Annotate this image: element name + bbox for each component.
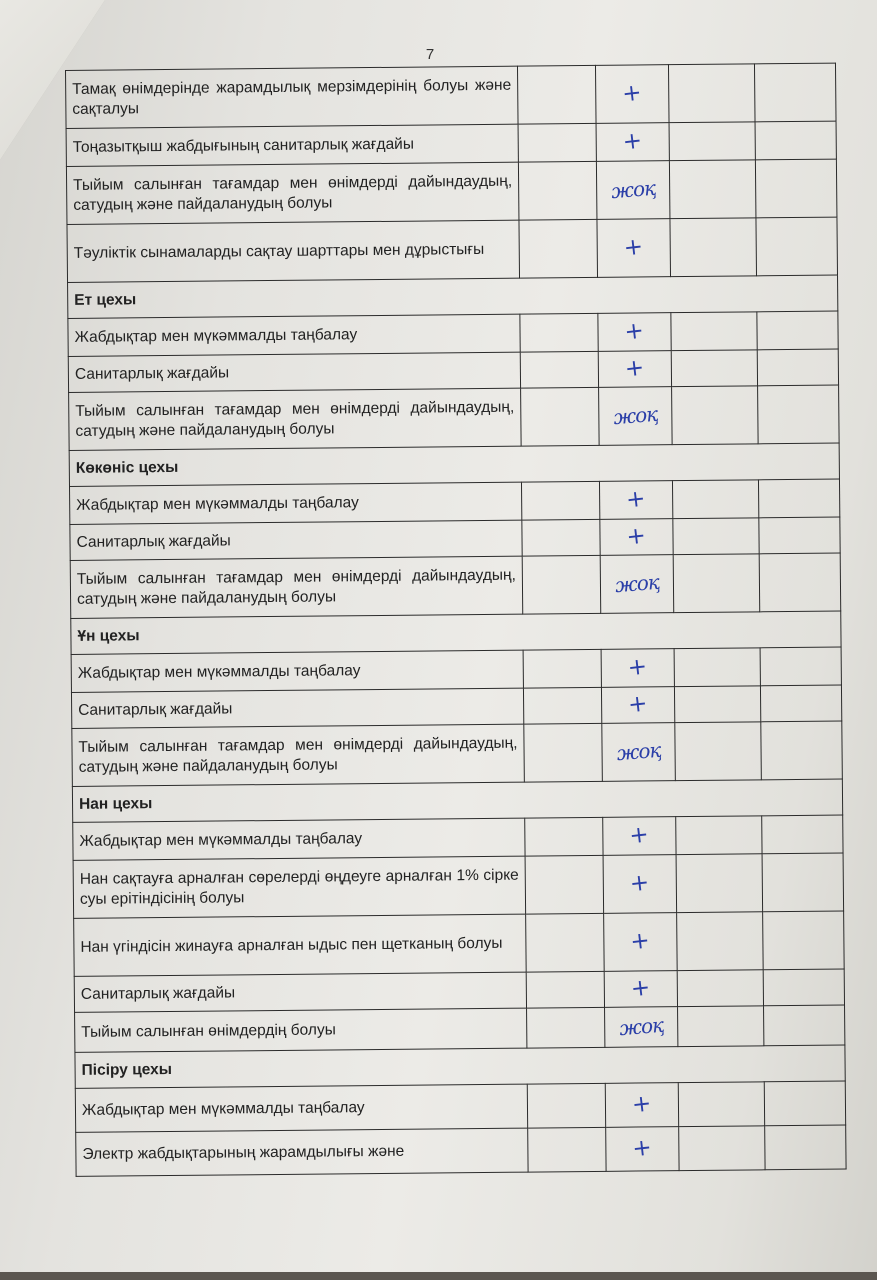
- handwritten-mark: +: [629, 926, 652, 956]
- empty-cell: [755, 159, 837, 218]
- checklist-item-label: Электр жабдықтарының жарамдылығы және: [76, 1128, 528, 1176]
- handwritten-mark: жоқ: [618, 1012, 665, 1040]
- empty-cell: [524, 723, 603, 782]
- empty-cell: [525, 817, 603, 856]
- checklist-item-label: Тыйым салынған тағамдар мен өнімдерді дайындаудың, сатудың және пайдаланудың болуы: [70, 556, 523, 618]
- empty-cell: [764, 1005, 845, 1046]
- checklist-item-label: Жабдықтар мен мүкәммалды таңбалау: [69, 482, 521, 524]
- empty-cell: [756, 217, 838, 276]
- checklist-item-label: Жабдықтар мен мүкәммалды таңбалау: [73, 818, 525, 860]
- empty-cell: [765, 1125, 846, 1170]
- handwritten-mark: +: [622, 233, 645, 262]
- handwritten-mark-cell: [596, 161, 670, 220]
- handwritten-mark-cell: [604, 971, 677, 1008]
- empty-cell: [523, 649, 601, 688]
- checklist-item-label: Тыйым салынған өнімдердің болуы: [75, 1008, 527, 1052]
- handwritten-mark: +: [625, 484, 648, 514]
- empty-cell: [678, 1082, 764, 1127]
- checklist-item-label: Жабдықтар мен мүкәммалды таңбалау: [71, 650, 523, 692]
- desk-edge: [0, 1272, 877, 1280]
- handwritten-mark: +: [629, 973, 652, 1003]
- handwritten-mark-cell: [598, 313, 671, 352]
- handwritten-mark-cell: [605, 1007, 678, 1048]
- empty-cell: [521, 481, 599, 520]
- empty-cell: [671, 350, 757, 387]
- empty-cell: [763, 969, 844, 1006]
- empty-cell: [764, 1081, 845, 1126]
- checklist-row: [74, 911, 845, 976]
- empty-cell: [522, 519, 600, 556]
- checklist-row: [72, 721, 843, 786]
- section-title: Пісіру цехы: [75, 1045, 845, 1088]
- empty-cell: [755, 121, 836, 160]
- empty-cell: [671, 312, 757, 351]
- checklist-row: [66, 63, 837, 128]
- empty-cell: [523, 687, 601, 724]
- empty-cell: [759, 553, 841, 612]
- handwritten-mark: +: [626, 652, 649, 682]
- handwritten-mark: жоқ: [615, 737, 662, 765]
- handwritten-mark-cell: [603, 817, 676, 856]
- empty-cell: [762, 815, 843, 854]
- handwritten-mark-cell: [604, 913, 678, 972]
- empty-cell: [668, 64, 755, 123]
- empty-cell: [760, 685, 841, 722]
- empty-cell: [758, 479, 839, 518]
- checklist-item-label: Жабдықтар мен мүкәммалды таңбалау: [75, 1084, 527, 1132]
- handwritten-mark-cell: [596, 123, 669, 162]
- handwritten-mark: +: [631, 1133, 654, 1162]
- handwritten-mark-cell: [605, 1083, 678, 1128]
- section-title: Ет цехы: [68, 275, 838, 318]
- handwritten-mark: +: [621, 79, 644, 108]
- checklist-row: [69, 385, 840, 450]
- checklist-item-label: Тоңазытқыш жабдығының санитарлық жағдайы: [66, 124, 518, 166]
- checklist-row: [75, 1081, 845, 1132]
- empty-cell: [675, 722, 762, 781]
- handwritten-mark: +: [623, 353, 646, 383]
- empty-cell: [759, 517, 840, 554]
- empty-cell: [672, 480, 758, 519]
- empty-cell: [677, 912, 764, 971]
- empty-cell: [669, 160, 756, 219]
- empty-cell: [518, 123, 596, 162]
- checklist-item-label: Жабдықтар мен мүкәммалды таңбалау: [68, 314, 520, 356]
- empty-cell: [673, 518, 759, 555]
- handwritten-mark-cell: [602, 723, 676, 782]
- checklist-table: [65, 63, 847, 1177]
- empty-cell: [757, 311, 838, 350]
- page-number: 7: [425, 46, 435, 63]
- empty-cell: [520, 351, 598, 388]
- empty-cell: [527, 1007, 605, 1048]
- checklist-item-label: Санитарлық жағдайы: [74, 972, 526, 1012]
- checklist-item-label: Тәуліктік сынамаларды сақтау шарттары мен дұрыстығы: [67, 220, 520, 282]
- empty-cell: [670, 218, 757, 277]
- handwritten-mark-cell: [601, 649, 674, 688]
- empty-cell: [526, 913, 605, 972]
- checklist-row: [66, 159, 837, 224]
- handwritten-mark: +: [621, 127, 644, 156]
- section-title: Ұн цехы: [71, 611, 841, 654]
- empty-cell: [522, 555, 601, 614]
- empty-cell: [674, 686, 760, 723]
- handwritten-mark: +: [625, 521, 648, 551]
- empty-cell: [676, 854, 763, 913]
- handwritten-mark-cell: [603, 855, 677, 914]
- handwritten-mark-cell: [599, 387, 673, 446]
- empty-cell: [525, 855, 604, 914]
- section-title: Нан цехы: [72, 779, 842, 822]
- empty-cell: [526, 971, 604, 1008]
- checklist-row: [67, 217, 838, 282]
- checklist-item-label: Санитарлық жағдайы: [68, 352, 520, 392]
- handwritten-mark-cell: [598, 351, 671, 388]
- handwritten-mark-cell: [599, 481, 672, 520]
- empty-cell: [678, 1006, 764, 1047]
- empty-cell: [674, 648, 760, 687]
- handwritten-mark-cell: [595, 65, 669, 124]
- empty-cell: [518, 161, 597, 220]
- empty-cell: [528, 1127, 606, 1172]
- empty-cell: [758, 385, 840, 444]
- empty-cell: [761, 721, 843, 780]
- checklist-item-label: Тыйым салынған тағамдар мен өнімдерді дайындаудың, сатудың және пайдаланудың болуы: [66, 162, 519, 224]
- empty-cell: [520, 313, 598, 352]
- empty-cell: [762, 853, 844, 912]
- empty-cell: [677, 970, 763, 1007]
- checklist-item-label: Тамақ өнімдерінде жарамдылық мерзімдерінің болуы және сақталуы: [66, 66, 519, 128]
- checklist-item-label: Тыйым салынған тағамдар мен өнімдерді дайындаудың, сатудың және пайдаланудың болуы: [69, 388, 522, 450]
- empty-cell: [527, 1083, 605, 1128]
- checklist-row: [73, 853, 844, 918]
- handwritten-mark-cell: [600, 519, 673, 556]
- handwritten-mark-cell: [597, 219, 671, 278]
- section-title: Көкөніс цехы: [69, 443, 839, 486]
- handwritten-mark: +: [630, 1089, 654, 1118]
- checklist-row: [76, 1125, 846, 1176]
- empty-cell: [521, 387, 600, 446]
- checklist-row: [70, 553, 841, 618]
- empty-cell: [676, 816, 762, 855]
- empty-cell: [763, 911, 845, 970]
- empty-cell: [672, 386, 759, 445]
- handwritten-mark: жоқ: [612, 401, 659, 429]
- handwritten-mark: жоқ: [614, 569, 660, 597]
- handwritten-mark: +: [628, 868, 651, 898]
- handwritten-mark: +: [627, 689, 650, 719]
- empty-cell: [754, 63, 836, 122]
- empty-cell: [517, 65, 596, 124]
- handwritten-mark-cell: [600, 555, 674, 614]
- empty-cell: [679, 1126, 765, 1171]
- handwritten-mark: жоқ: [610, 175, 656, 203]
- empty-cell: [760, 647, 841, 686]
- empty-cell: [757, 349, 838, 386]
- empty-cell: [673, 554, 760, 613]
- handwritten-mark-cell: [601, 687, 674, 724]
- inspection-checklist: [62, 62, 869, 1195]
- checklist-item-label: Санитарлық жағдайы: [71, 688, 523, 728]
- empty-cell: [669, 122, 755, 161]
- checklist-item-label: Санитарлық жағдайы: [70, 520, 522, 560]
- handwritten-mark: +: [628, 820, 651, 850]
- handwritten-mark-cell: [606, 1127, 679, 1172]
- checklist-item-label: Нан сақтауға арналған сөрелерді өңдеуге арналған 1% сірке суы ерітіндісінің болуы: [73, 856, 526, 918]
- checklist-item-label: Тыйым салынған тағамдар мен өнімдерді дайындаудың, сатудың және пайдаланудың болуы: [72, 724, 525, 786]
- checklist-item-label: Нан үгіндісін жинауға арналған ыдыс пен щетканың болуы: [74, 914, 527, 976]
- handwritten-mark: +: [623, 317, 646, 346]
- empty-cell: [519, 219, 598, 278]
